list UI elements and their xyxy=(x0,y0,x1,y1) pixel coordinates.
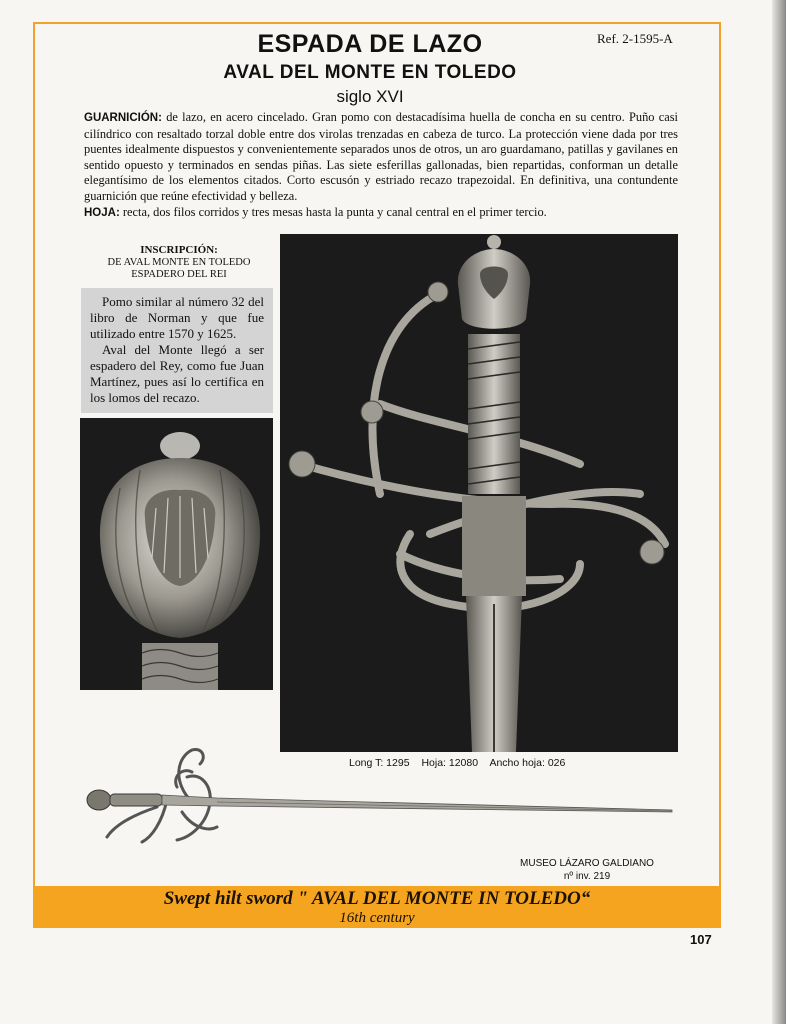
english-century: 16th century xyxy=(339,910,415,926)
inscription-line-1: DE AVAL MONTE EN TOLEDO xyxy=(107,256,251,268)
page-edge-shadow xyxy=(772,0,786,1024)
description-text xyxy=(84,110,678,221)
length-total: Long T: 1295 xyxy=(349,757,410,769)
hoja-label: HOJA: xyxy=(84,206,120,219)
page-number: 107 xyxy=(690,932,712,947)
reference-number: Ref. 2-1595-A xyxy=(597,31,673,46)
century-label: siglo XVI xyxy=(336,87,404,106)
blade-width: Ancho hoja: 026 xyxy=(489,757,566,769)
inventory-number: nº inv. 219 xyxy=(563,871,611,882)
page-subtitle: AVAL DEL MONTE EN TOLEDO xyxy=(223,62,517,83)
note-paragraph-1: Pomo similar al número 32 del libro de Norman y que fue utilizado entre 1570 y 1625. xyxy=(90,294,264,341)
full-sword-illustration xyxy=(82,742,682,850)
note-paragraph-2: Aval del Monte llegó a ser espadero del Rey, como fue Juan Martínez, pues así lo certifica en los lomos del recazo. xyxy=(90,342,264,405)
pommel-closeup-photo xyxy=(80,418,273,690)
english-title-band xyxy=(33,886,721,928)
hilt-photo xyxy=(280,234,678,752)
museum-credit xyxy=(500,857,674,883)
inscription-heading: INSCRIPCIÓN: xyxy=(140,244,218,256)
guarnicion-label: GUARNICIÓN: xyxy=(84,112,162,124)
museum-name: MUSEO LÁZARO GALDIANO xyxy=(520,858,654,869)
note-box xyxy=(81,288,273,413)
inscription-line-2: ESPADERO DEL REI xyxy=(131,269,227,280)
english-title: Swept hilt sword " AVAL DEL MONTE IN TOLEDO“ xyxy=(163,888,591,909)
hoja-text: recta, dos filos corridos y tres mesas hasta la punta y canal central en el primer tercio. xyxy=(119,204,547,219)
guarnicion-text: de lazo, en acero cincelado. Gran pomo con destacadísima huella de concha en su centro. Puño casi cilíndrico con resaltado torzal doble entre dos virolas trenzadas en cabeza de turco. La protección viene dada por tres puentes idealmente dispuestos y convenientemente separados unos de otros, un aro guardamano, patillas y gavilanes en sentido opuesto y terminados en sendas piñas. Las siete esferillas gallonadas, bien repartidas, conforman un detalle elegantísimo de los elementos citados. Corto escusón y estriado recazo trapezoidal. En definitiva, una contundente guarnición que reúne efectividad y belleza. xyxy=(84,110,678,203)
inscription-block xyxy=(84,244,274,282)
blade-length: Hoja: 12080 xyxy=(421,757,479,769)
page-title: ESPADA DE LAZO xyxy=(257,30,483,58)
